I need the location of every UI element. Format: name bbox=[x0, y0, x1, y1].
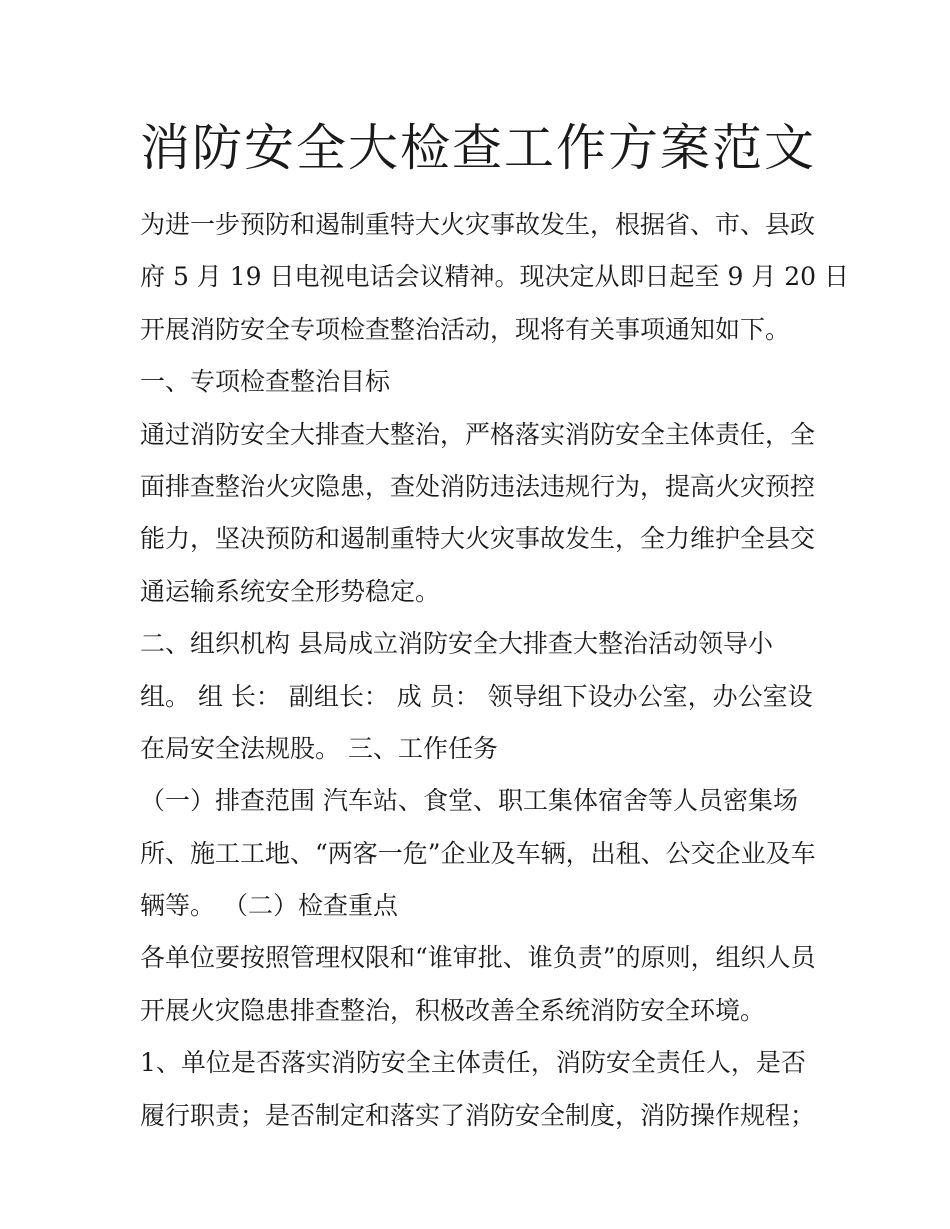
body-line: 通运输系统安全形势稳定。 bbox=[140, 576, 441, 606]
section-heading: 二、组织机构 县局成立消防安全大排查大整治活动领导小 bbox=[140, 629, 773, 659]
body-line: 辆等。 （二）检查重点 bbox=[140, 891, 398, 921]
body-line: 在局安全法规股。 三、工作任务 bbox=[140, 733, 498, 763]
body-line: 为进一步预防和遏制重特大火灾事故发生，根据省、市、县政 bbox=[140, 210, 816, 239]
body-line: 组。 组 长： 副组长： 成 员： 领导组下设办公室，办公室设 bbox=[140, 681, 813, 711]
document-title: 消防安全大检查工作方案范文 bbox=[140, 119, 816, 177]
body-line: 履行职责；是否制定和落实了消防安全制度，消防操作规程； bbox=[140, 1100, 816, 1130]
body-line: 所、施工工地、“两客一危”企业及车辆，出租、公交企业及车 bbox=[140, 838, 816, 868]
body-line: 府 5 月 19 日电视电话会议精神。现决定从即日起至 9 月 20 日 bbox=[140, 262, 850, 292]
section-heading: （一）排查范围 汽车站、食堂、职工集体宿舍等人员密集场 bbox=[140, 786, 798, 816]
body-line: 面排查整治火灾隐患，查处消防违法违规行为，提高火灾预控 bbox=[140, 471, 816, 501]
section-heading: 一、专项检查整治目标 bbox=[140, 367, 391, 397]
body-line: 开展火灾隐患排查整治，积极改善全系统消防安全环境。 bbox=[140, 995, 766, 1025]
body-line: 各单位要按照管理权限和“谁审批、谁负责”的原则，组织人员 bbox=[140, 943, 816, 973]
document-body bbox=[140, 199, 850, 1142]
body-line: 1、单位是否落实消防安全主体责任，消防安全责任人，是否 bbox=[140, 1048, 806, 1078]
body-line: 能力，坚决预防和遏制重特大火灾事故发生，全力维护全县交 bbox=[140, 524, 816, 554]
body-line: 通过消防安全大排查大整治，严格落实消防安全主体责任，全 bbox=[140, 419, 816, 449]
body-line: 开展消防安全专项检查整治活动，现将有关事项通知如下。 bbox=[140, 314, 791, 344]
